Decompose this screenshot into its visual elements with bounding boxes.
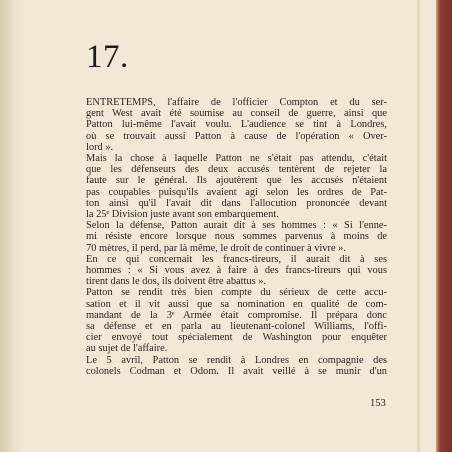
text-line: colonels Codman et Odom. Il avait veillé à se munir d'un bbox=[86, 365, 387, 377]
text-line: mi résiste encore lorsque nous sommes parvenus à moins de bbox=[86, 231, 387, 243]
text-line: Selon la défense, Patton aurait dit à ses hommes : « Si l'enne- bbox=[86, 220, 387, 232]
text-line: cier envoyé tout spécialement de Washington pour enquêter bbox=[86, 332, 387, 344]
text-line: hommes : « Si vous avez à faire à des francs-tireurs qui vous bbox=[86, 265, 387, 277]
text-line: sation et il vit aussi que sa nomination en qualité de com- bbox=[86, 298, 387, 310]
text-line: Patton se rendit très bien compte du sérieux de cette accu- bbox=[86, 287, 387, 299]
text-line: ton ainsi qu'il l'avait dit dans l'allocution prononcée devant bbox=[86, 197, 387, 209]
text-line: 70 mètres, il perd, par là même, le droit de continuer à vivre ». bbox=[86, 242, 346, 254]
text-line: gent West avait été soumise au conseil de guerre, ainsi que bbox=[86, 108, 387, 120]
book-cover-edge bbox=[436, 0, 452, 452]
spine-shadow bbox=[0, 0, 22, 452]
text-line: tirent dans le dos, ils doivent être abattus ». bbox=[86, 276, 267, 288]
text-line: lord ». bbox=[86, 141, 114, 153]
body-text bbox=[86, 97, 387, 377]
text-line: En ce qui concernait les francs-tireurs, il aurait dit à ses bbox=[86, 253, 387, 265]
page-edge bbox=[417, 0, 420, 452]
page-number: 153 bbox=[370, 398, 386, 409]
text-line: au sujet de l'affaire. bbox=[86, 343, 168, 355]
text-line: la 25ᵉ Division juste avant son embarquement. bbox=[86, 209, 279, 221]
text-line: sa défense et en parla au lieutenant-colonel Williams, l'offi- bbox=[86, 321, 387, 333]
text-line: Mais la chose à laquelle Patton ne s'était pas attendu, c'était bbox=[86, 153, 387, 165]
chapter-number: 17. bbox=[86, 39, 129, 75]
text-line: que les défenseurs des deux accusés tentèrent de rejeter la bbox=[86, 164, 387, 176]
text-line: où se trouvait aussi Patton à cause de l'opération « Over- bbox=[86, 130, 387, 142]
text-line: Le 5 avril, Patton se rendit à Londres en compagnie des bbox=[86, 354, 387, 366]
text-line: Patton lui-même l'avait voulu. L'audience se tint à Londres, bbox=[86, 119, 387, 131]
text-line: ENTRETEMPS, l'affaire de l'officier Compton et du ser- bbox=[86, 97, 387, 108]
text-line: mandant de la 3ᵉ Armée était compromise. Il prépara donc bbox=[86, 309, 387, 321]
text-line: pas coupables puisqu'ils avaient agi selon les ordres de Pat- bbox=[86, 186, 387, 198]
text-line: faute sur le général. Ils ajoutèrent que les accusés n'étaient bbox=[86, 175, 387, 187]
